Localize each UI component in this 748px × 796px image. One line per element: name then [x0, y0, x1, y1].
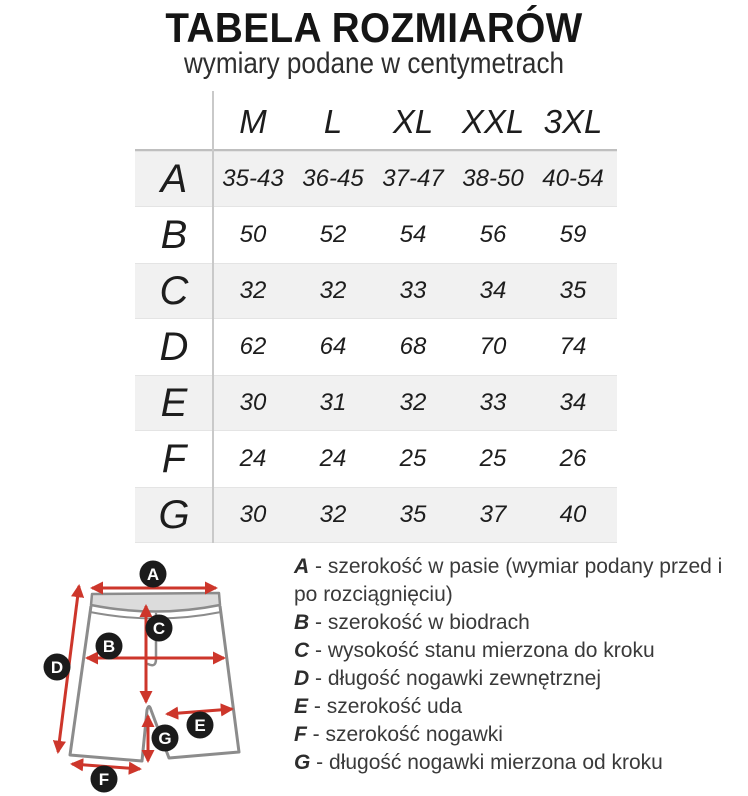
row-label: B	[160, 213, 188, 257]
svg-text:C: C	[152, 619, 166, 638]
legend-item-g	[294, 749, 746, 777]
size-value: 62	[239, 333, 267, 360]
size-value: 64	[319, 333, 347, 360]
size-value: 30	[239, 501, 267, 528]
size-value: 24	[319, 445, 347, 472]
page-subtitle: wymiary podane w centymetrach	[183, 47, 565, 80]
svg-text:D: D	[50, 658, 64, 677]
svg-text:F: F	[98, 770, 110, 789]
shorts-diagram	[30, 550, 288, 796]
table-row-c	[135, 263, 617, 319]
measure-badge-f	[91, 766, 118, 793]
legend-separator: -	[309, 555, 328, 578]
measure-badge-g	[152, 725, 179, 752]
column-header-xl: XL	[392, 103, 434, 140]
size-value: 40-54	[542, 165, 604, 192]
legend-separator: -	[308, 695, 327, 718]
legend-separator: -	[309, 667, 328, 690]
svg-text:B: B	[102, 637, 116, 656]
row-label: E	[160, 381, 188, 425]
size-value: 74	[559, 333, 587, 360]
size-value: 25	[399, 445, 427, 472]
legend-letter: C	[294, 639, 310, 662]
measure-badge-d	[44, 654, 71, 681]
size-value: 31	[319, 389, 347, 416]
table-row-f	[135, 431, 617, 487]
legend-item-d	[294, 665, 746, 693]
legend-text: szerokość w biodrach	[327, 611, 530, 634]
svg-text:G: G	[158, 729, 172, 748]
measure-badge-c	[146, 615, 173, 642]
legend-item-a	[294, 553, 746, 609]
legend-text: długość nogawki zewnętrznej	[327, 667, 601, 690]
size-value: 35	[399, 501, 427, 528]
shorts-waistband	[91, 593, 220, 612]
legend-letter: F	[294, 723, 307, 746]
table-row-b	[135, 207, 617, 263]
size-value: 32	[319, 501, 347, 528]
legend-letter: D	[294, 667, 310, 690]
legend-letter: B	[294, 611, 310, 634]
size-value: 32	[239, 277, 267, 304]
size-value: 34	[559, 389, 587, 416]
legend-separator: -	[310, 751, 330, 774]
column-header-3xl: 3XL	[543, 103, 603, 140]
legend-separator: -	[306, 723, 326, 746]
legend-text: szerokość w pasie (wymiar podany przed i po rozciągnięciu)	[294, 555, 723, 606]
legend-letter: A	[294, 555, 310, 578]
size-value: 38-50	[462, 165, 524, 192]
size-value: 24	[239, 445, 267, 472]
size-value: 37	[479, 501, 507, 528]
legend-text: szerokość nogawki	[325, 723, 503, 746]
legend-text: długość nogawki mierzona od kroku	[329, 751, 663, 774]
size-value: 37-47	[382, 165, 444, 192]
size-value: 70	[479, 333, 507, 360]
table-header-row	[135, 95, 617, 151]
legend-separator: -	[309, 611, 328, 634]
page-title: TABELA ROZMIARÓW	[165, 4, 583, 51]
legend-text: szerokość uda	[326, 695, 463, 718]
size-table	[135, 95, 617, 543]
size-value: 35-43	[222, 165, 284, 192]
legend-item-e	[294, 693, 746, 721]
table-row-d	[135, 319, 617, 375]
size-value: 34	[479, 277, 507, 304]
size-value: 54	[399, 221, 427, 248]
size-value: 68	[399, 333, 427, 360]
row-label: C	[159, 269, 189, 313]
measurement-legend	[294, 553, 746, 777]
measure-badge-a	[140, 561, 167, 588]
size-value: 30	[239, 389, 267, 416]
size-value: 59	[559, 221, 587, 248]
table-row-a	[135, 151, 617, 207]
measure-badge-b	[96, 633, 123, 660]
column-header-xxl: XXL	[461, 103, 525, 140]
row-label: A	[160, 157, 188, 201]
size-value: 56	[479, 221, 507, 248]
size-value: 25	[479, 445, 507, 472]
size-value: 33	[399, 277, 427, 304]
svg-text:E: E	[194, 716, 206, 735]
size-value: 32	[399, 389, 427, 416]
column-header-m: M	[239, 103, 267, 140]
column-header-l: L	[323, 103, 343, 140]
legend-item-f	[294, 721, 746, 749]
legend-letter: E	[294, 695, 309, 718]
size-value: 33	[479, 389, 507, 416]
size-value: 36-45	[302, 165, 364, 192]
table-column-divider	[212, 91, 214, 543]
table-row-g	[135, 487, 617, 543]
size-value: 52	[319, 221, 347, 248]
size-value: 32	[319, 277, 347, 304]
size-value: 26	[559, 445, 587, 472]
legend-item-c	[294, 637, 746, 665]
row-label: F	[161, 437, 187, 481]
row-label: D	[159, 325, 189, 369]
legend-text: wysokość stanu mierzona do kroku	[327, 639, 655, 662]
legend-letter: G	[294, 751, 311, 774]
table-row-e	[135, 375, 617, 431]
legend-separator: -	[309, 639, 328, 662]
size-table-body	[135, 151, 617, 543]
size-value: 35	[559, 277, 587, 304]
size-value: 50	[239, 221, 267, 248]
svg-text:A: A	[146, 565, 160, 584]
row-label: G	[158, 493, 190, 537]
legend-item-b	[294, 609, 746, 637]
size-value: 40	[559, 501, 587, 528]
measure-badge-e	[187, 712, 214, 739]
